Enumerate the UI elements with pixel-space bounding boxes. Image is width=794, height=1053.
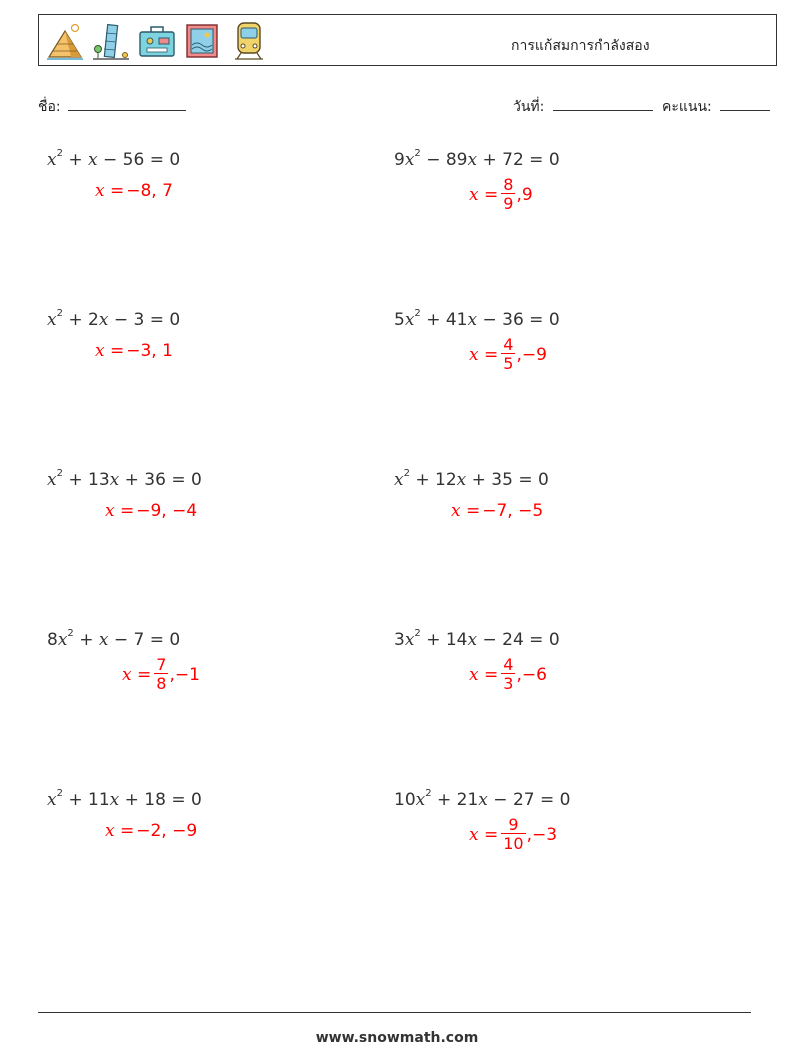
- header-box: [38, 14, 777, 66]
- answer-fraction: [154, 657, 168, 692]
- fraction-numerator: 7: [156, 655, 167, 674]
- answer-variable: x =: [105, 821, 135, 841]
- answer-value: −2, −9: [136, 821, 198, 841]
- answer-fraction: [501, 177, 515, 212]
- fraction-numerator: 4: [503, 335, 514, 354]
- fraction-denominator: 3: [503, 674, 514, 693]
- name-label: ชื่อ:: [38, 99, 61, 115]
- answer-rest: ,−9: [516, 344, 547, 365]
- answer-5: [105, 501, 197, 521]
- answer-rest: ,−6: [516, 664, 547, 685]
- answer-variable: x =: [95, 181, 125, 201]
- footer-divider: [38, 1012, 751, 1013]
- equals-zero: = 0: [171, 790, 202, 810]
- answer-9: [105, 821, 197, 841]
- answer-variable: x =: [469, 824, 499, 845]
- equals-zero: = 0: [149, 150, 181, 170]
- equation-3: $x^2 + 2x - 3 = 0$: [47, 308, 181, 330]
- equals-zero: = 0: [529, 150, 560, 170]
- equals-zero: = 0: [529, 630, 560, 650]
- fraction-numerator: 8: [503, 175, 514, 194]
- answer-variable: x =: [105, 501, 135, 521]
- fraction-denominator: 8: [156, 674, 167, 693]
- answer-rest: ,−1: [169, 664, 200, 685]
- equation-7: $8x^2 + x - 7 = 0$: [47, 628, 181, 650]
- fraction-denominator: 9: [503, 194, 514, 213]
- answer-variable: x =: [122, 664, 152, 685]
- equation-2: $9x^2 - 89x + 72 = 0$: [394, 148, 560, 170]
- answer-6: [451, 501, 543, 521]
- fraction-numerator: 9: [508, 815, 519, 834]
- equals-zero: = 0: [171, 470, 202, 490]
- equals-zero: = 0: [518, 470, 549, 490]
- answer-variable: x =: [451, 501, 481, 521]
- answer-2: [469, 177, 533, 212]
- answer-variable: x =: [469, 184, 499, 205]
- answer-10: [469, 817, 557, 852]
- answer-1: [95, 181, 173, 201]
- train-icon: [229, 19, 269, 63]
- tower-icon: [91, 19, 131, 63]
- answer-value: −7, −5: [482, 501, 544, 521]
- worksheet-title: การแก้สมการกำลังสอง: [511, 38, 650, 54]
- fraction-denominator: 10: [503, 834, 524, 853]
- answer-4: [469, 337, 547, 372]
- equals-zero: = 0: [529, 310, 560, 330]
- equals-zero: = 0: [539, 790, 571, 810]
- score-field[interactable]: [720, 110, 770, 111]
- header-icons: [45, 19, 269, 63]
- date-field[interactable]: [553, 110, 653, 111]
- answer-3: [95, 341, 173, 361]
- equation-1: $x^2 + x - 56 = 0$: [47, 148, 181, 170]
- answer-7: [122, 657, 200, 692]
- fraction-numerator: 4: [503, 655, 514, 674]
- date-label: วันที่:: [513, 99, 545, 115]
- answer-variable: x =: [469, 664, 499, 685]
- equation-8: $3x^2 + 14x - 24 = 0$: [394, 628, 560, 650]
- answer-8: [469, 657, 547, 692]
- answer-rest: ,9: [516, 184, 533, 205]
- equation-10: $10x^2 + 21x - 27 = 0$: [394, 788, 571, 810]
- equation-5: $x^2 + 13x + 36 = 0$: [47, 468, 202, 490]
- answer-fraction: [501, 337, 515, 372]
- name-field[interactable]: [68, 110, 186, 111]
- answer-value: −8, 7: [126, 181, 173, 201]
- pyramid-icon: [45, 19, 85, 63]
- equation-9: $x^2 + 11x + 18 = 0$: [47, 788, 202, 810]
- answer-variable: x =: [469, 344, 499, 365]
- footer-website: www.snowmath.com: [315, 1030, 479, 1046]
- equation-4: $5x^2 + 41x - 36 = 0$: [394, 308, 560, 330]
- suitcase-icon: [137, 19, 177, 63]
- answer-fraction: [501, 657, 515, 692]
- answer-rest: ,−3: [526, 824, 558, 845]
- score-label: คะแนน:: [662, 99, 712, 115]
- fraction-denominator: 5: [503, 354, 514, 373]
- answer-variable: x =: [95, 341, 125, 361]
- equals-zero: = 0: [149, 310, 181, 330]
- equation-6: $x^2 + 12x + 35 = 0$: [394, 468, 549, 490]
- equals-zero: = 0: [149, 630, 181, 650]
- answer-value: −3, 1: [126, 341, 173, 361]
- photo-frame-icon: [183, 19, 223, 63]
- answer-value: −9, −4: [136, 501, 198, 521]
- answer-fraction: [501, 817, 525, 852]
